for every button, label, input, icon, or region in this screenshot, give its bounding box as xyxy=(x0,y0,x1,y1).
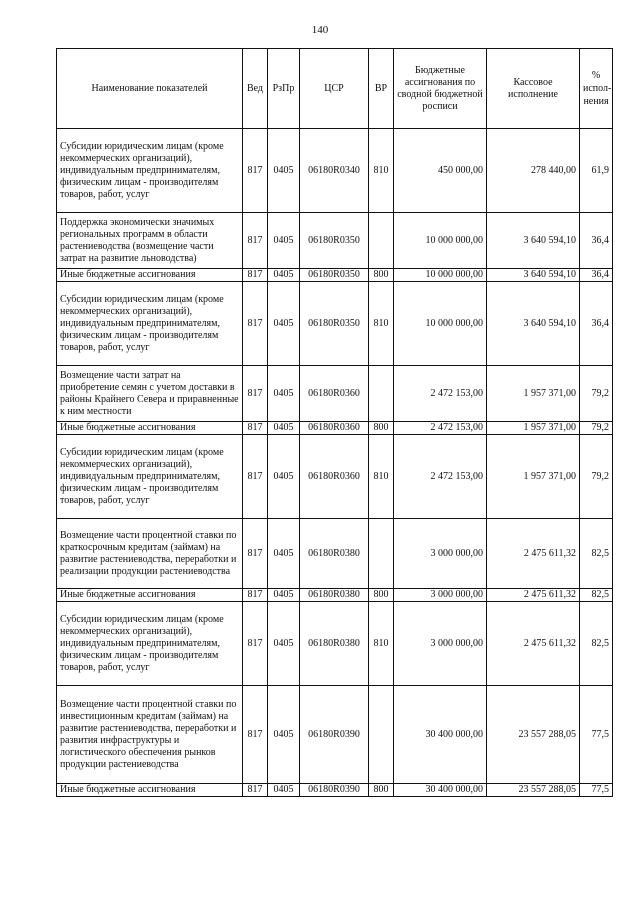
row-pct: 79,2 xyxy=(580,366,613,422)
table-row xyxy=(57,686,613,784)
table-row xyxy=(57,784,613,797)
row-rzpr: 0405 xyxy=(268,589,300,602)
row-rzpr: 0405 xyxy=(268,282,300,366)
row-pct: 82,5 xyxy=(580,519,613,589)
row-csr: 06180R0380 xyxy=(300,519,369,589)
row-csr: 06180R0390 xyxy=(300,686,369,784)
row-cash: 3 640 594,10 xyxy=(487,282,580,366)
header-ved: Вед xyxy=(243,49,268,129)
table-row xyxy=(57,589,613,602)
header-vr: ВР xyxy=(369,49,394,129)
row-ved: 817 xyxy=(243,129,268,213)
row-name: Возмещение части затрат на приобретение семян с учетом доставки в районы Крайнего Севера и приравненные к ним местности xyxy=(57,366,243,422)
row-name: Иные бюджетные ассигнования xyxy=(57,589,243,602)
row-vr: 800 xyxy=(369,422,394,435)
row-pct: 36,4 xyxy=(580,269,613,282)
budget-table xyxy=(56,48,613,797)
row-cash: 23 557 288,05 xyxy=(487,686,580,784)
row-pct: 79,2 xyxy=(580,435,613,519)
row-csr: 06180R0390 xyxy=(300,784,369,797)
row-cash: 1 957 371,00 xyxy=(487,435,580,519)
row-name: Иные бюджетные ассигнования xyxy=(57,784,243,797)
row-cash: 1 957 371,00 xyxy=(487,422,580,435)
row-csr: 06180R0360 xyxy=(300,435,369,519)
row-assign: 3 000 000,00 xyxy=(394,519,487,589)
row-assign: 10 000 000,00 xyxy=(394,269,487,282)
row-assign: 2 472 153,00 xyxy=(394,422,487,435)
row-rzpr: 0405 xyxy=(268,519,300,589)
table-row xyxy=(57,366,613,422)
row-rzpr: 0405 xyxy=(268,129,300,213)
header-rzpr: РзПр xyxy=(268,49,300,129)
row-name: Иные бюджетные ассигнования xyxy=(57,269,243,282)
header-csr: ЦСР xyxy=(300,49,369,129)
table-row xyxy=(57,282,613,366)
row-rzpr: 0405 xyxy=(268,422,300,435)
row-ved: 817 xyxy=(243,269,268,282)
row-csr: 06180R0350 xyxy=(300,269,369,282)
table-row xyxy=(57,602,613,686)
row-cash: 3 640 594,10 xyxy=(487,269,580,282)
table-row xyxy=(57,213,613,269)
row-assign: 450 000,00 xyxy=(394,129,487,213)
row-assign: 3 000 000,00 xyxy=(394,602,487,686)
row-rzpr: 0405 xyxy=(268,269,300,282)
row-rzpr: 0405 xyxy=(268,686,300,784)
row-vr: 800 xyxy=(369,784,394,797)
row-cash: 3 640 594,10 xyxy=(487,213,580,269)
row-vr: 810 xyxy=(369,435,394,519)
row-rzpr: 0405 xyxy=(268,784,300,797)
row-csr: 06180R0380 xyxy=(300,589,369,602)
row-pct: 36,4 xyxy=(580,282,613,366)
table-row xyxy=(57,269,613,282)
row-rzpr: 0405 xyxy=(268,366,300,422)
header-assignments: Бюджетные ассигнования по сводной бюджетной росписи xyxy=(394,49,487,129)
row-rzpr: 0405 xyxy=(268,602,300,686)
row-ved: 817 xyxy=(243,519,268,589)
row-pct: 82,5 xyxy=(580,602,613,686)
row-ved: 817 xyxy=(243,602,268,686)
row-name: Субсидии юридическим лицам (кроме некоммерческих организаций), индивидуальным предпринимателям, физическим лицам - производителям товаров, работ, услуг xyxy=(57,282,243,366)
row-ved: 817 xyxy=(243,435,268,519)
row-assign: 2 472 153,00 xyxy=(394,366,487,422)
row-vr xyxy=(369,686,394,784)
row-cash: 1 957 371,00 xyxy=(487,366,580,422)
header-percent: % испол- нения xyxy=(580,49,613,129)
row-pct: 36,4 xyxy=(580,213,613,269)
row-pct: 77,5 xyxy=(580,784,613,797)
row-vr: 810 xyxy=(369,602,394,686)
row-name: Субсидии юридическим лицам (кроме некоммерческих организаций), индивидуальным предпринимателям, физическим лицам - производителям товаров, работ, услуг xyxy=(57,435,243,519)
table-row xyxy=(57,435,613,519)
row-ved: 817 xyxy=(243,213,268,269)
header-name: Наименование показателей xyxy=(57,49,243,129)
row-name: Субсидии юридическим лицам (кроме некоммерческих организаций), индивидуальным предпринимателям, физическим лицам - производителям товаров, работ, услуг xyxy=(57,602,243,686)
row-pct: 77,5 xyxy=(580,686,613,784)
row-vr xyxy=(369,519,394,589)
row-pct: 79,2 xyxy=(580,422,613,435)
row-cash: 2 475 611,32 xyxy=(487,519,580,589)
row-cash: 2 475 611,32 xyxy=(487,589,580,602)
row-csr: 06180R0380 xyxy=(300,602,369,686)
table-row xyxy=(57,519,613,589)
row-csr: 06180R0350 xyxy=(300,213,369,269)
row-vr: 800 xyxy=(369,269,394,282)
table-header-row xyxy=(57,49,613,129)
row-ved: 817 xyxy=(243,686,268,784)
table-row xyxy=(57,422,613,435)
row-vr: 810 xyxy=(369,129,394,213)
row-rzpr: 0405 xyxy=(268,435,300,519)
row-name: Возмещение части процентной ставки по инвестиционным кредитам (займам) на развитие растениеводства, переработки и развития инфраструктуры и логистического обеспечения рынков продукции растениеводства xyxy=(57,686,243,784)
row-vr: 810 xyxy=(369,282,394,366)
row-ved: 817 xyxy=(243,366,268,422)
row-cash: 2 475 611,32 xyxy=(487,602,580,686)
row-ved: 817 xyxy=(243,282,268,366)
row-assign: 30 400 000,00 xyxy=(394,686,487,784)
row-assign: 30 400 000,00 xyxy=(394,784,487,797)
row-assign: 2 472 153,00 xyxy=(394,435,487,519)
page-number: 140 xyxy=(311,24,329,36)
row-csr: 06180R0360 xyxy=(300,366,369,422)
row-rzpr: 0405 xyxy=(268,213,300,269)
row-cash: 278 440,00 xyxy=(487,129,580,213)
row-cash: 23 557 288,05 xyxy=(487,784,580,797)
row-ved: 817 xyxy=(243,422,268,435)
row-name: Поддержка экономически значимых региональных программ в области растениеводства (возмещение части затрат на развитие льноводства) xyxy=(57,213,243,269)
row-name: Субсидии юридическим лицам (кроме некоммерческих организаций), индивидуальным предпринимателям, физическим лицам - производителям товаров, работ, услуг xyxy=(57,129,243,213)
header-cash-execution: Кассовое исполнение xyxy=(487,49,580,129)
row-assign: 10 000 000,00 xyxy=(394,213,487,269)
row-vr: 800 xyxy=(369,589,394,602)
row-vr xyxy=(369,366,394,422)
row-csr: 06180R0350 xyxy=(300,282,369,366)
row-assign: 10 000 000,00 xyxy=(394,282,487,366)
row-ved: 817 xyxy=(243,589,268,602)
table-row xyxy=(57,129,613,213)
row-pct: 61,9 xyxy=(580,129,613,213)
row-name: Возмещение части процентной ставки по краткосрочным кредитам (займам) на развитие растениеводства, переработки и реализации продукции растениеводства xyxy=(57,519,243,589)
row-vr xyxy=(369,213,394,269)
row-pct: 82,5 xyxy=(580,589,613,602)
row-name: Иные бюджетные ассигнования xyxy=(57,422,243,435)
row-assign: 3 000 000,00 xyxy=(394,589,487,602)
row-csr: 06180R0360 xyxy=(300,422,369,435)
row-csr: 06180R0340 xyxy=(300,129,369,213)
row-ved: 817 xyxy=(243,784,268,797)
